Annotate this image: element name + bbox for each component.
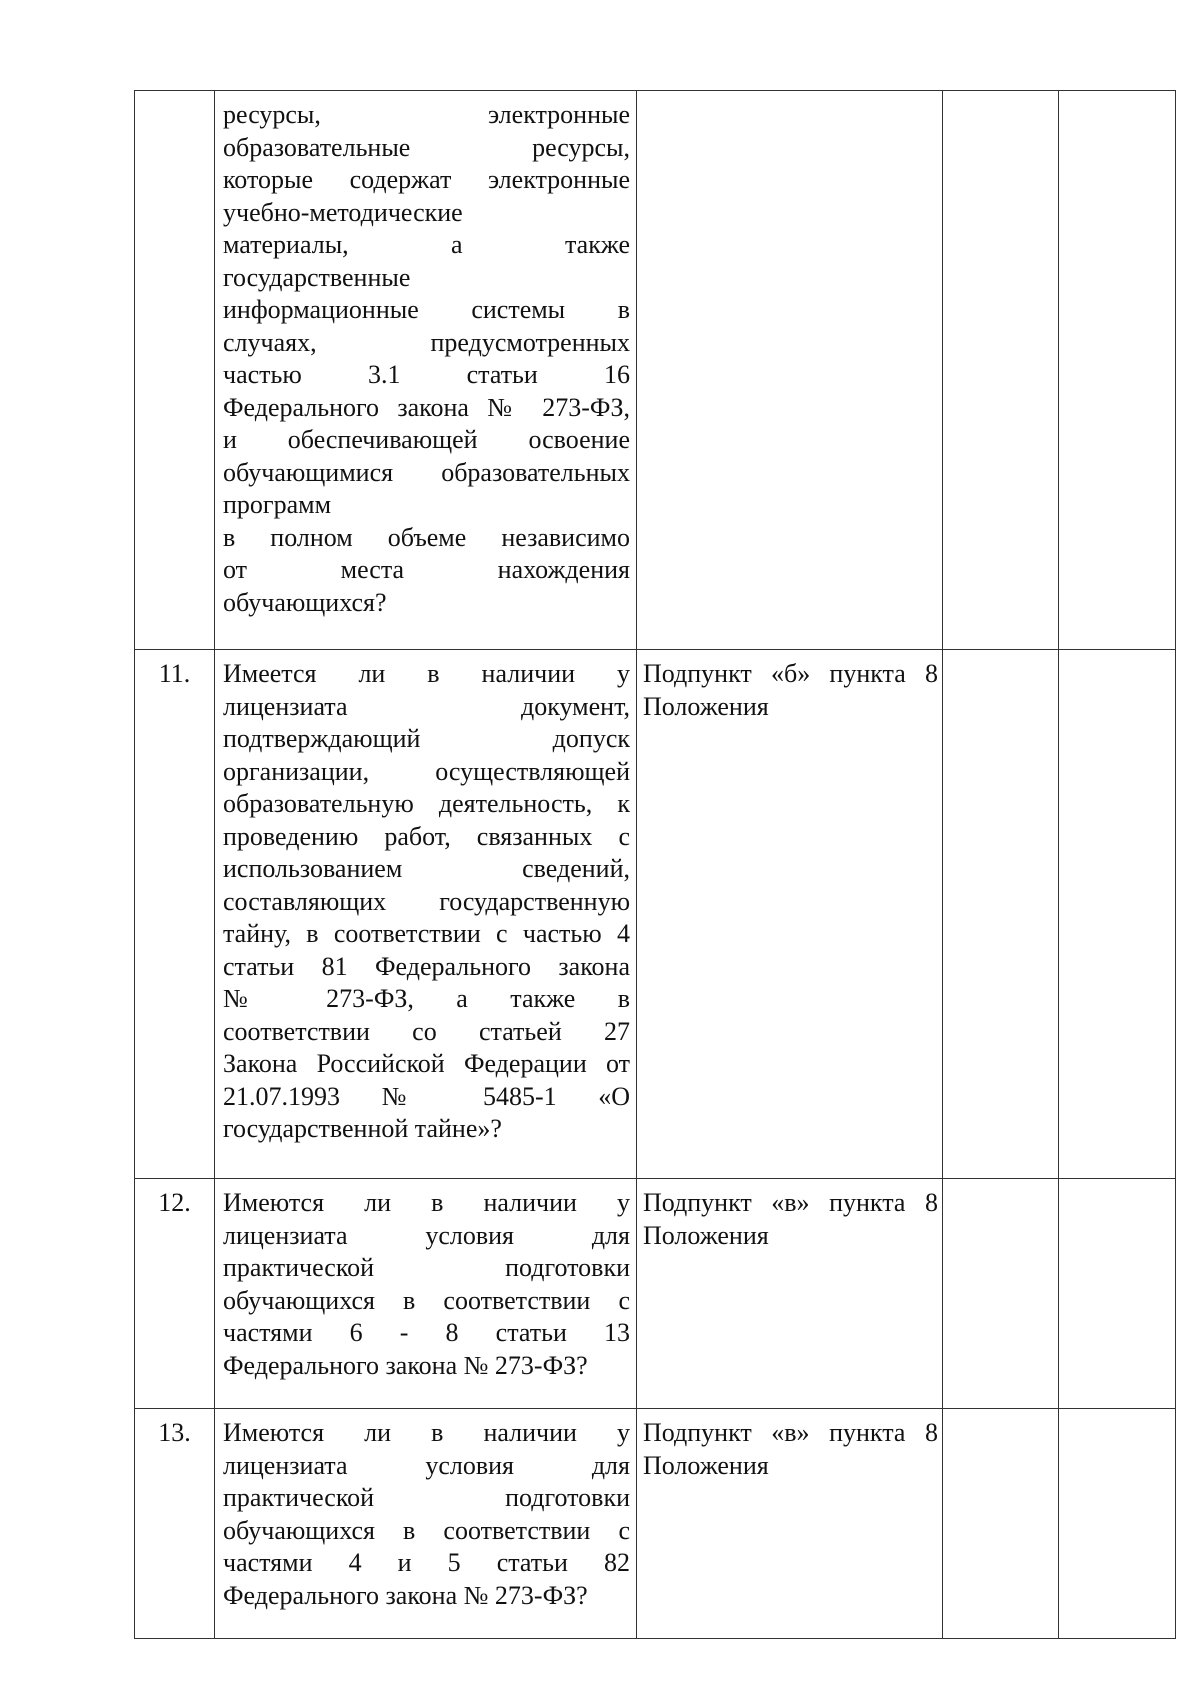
- checklist-table-body: [135, 91, 1176, 1639]
- question-text-line: использованием сведений,: [223, 854, 630, 883]
- answer-cell: [943, 1409, 1059, 1639]
- question-text-line: Федерального закона № 273-ФЗ,: [223, 392, 630, 422]
- question-text-line: № 273-ФЗ, а также в: [223, 984, 630, 1013]
- reference-cell: [637, 650, 943, 1179]
- row-number-cell: [135, 1409, 215, 1639]
- table-row: [135, 1409, 1176, 1639]
- table-row: [135, 91, 1176, 650]
- question-text-line: в полном объеме независимо: [223, 522, 630, 552]
- question-text-line: Имеются ли в наличии у: [223, 1188, 630, 1217]
- question-text-line: государственной тайне»?: [223, 1114, 502, 1143]
- reference-text-line: Положения: [643, 691, 769, 721]
- question-cell: [215, 1179, 637, 1409]
- reference-text-line: Подпункт «в» пункта 8: [643, 1188, 938, 1217]
- reference-text-line: Положения: [643, 1220, 769, 1250]
- question-text-line: Имеется ли в наличии у: [223, 659, 630, 688]
- question-text-line: Федерального закона № 273-ФЗ?: [223, 1350, 588, 1380]
- note-cell: [1059, 91, 1176, 650]
- question-cell: [215, 1409, 637, 1639]
- table-row: [135, 1179, 1176, 1409]
- reference-cell: [637, 91, 943, 650]
- question-text-line: составляющих государственную: [223, 886, 630, 916]
- question-text-line: обучающихся в соответствии с: [223, 1515, 630, 1545]
- question-text-line: практической подготовки: [223, 1483, 630, 1512]
- question-text-line: частью 3.1 статьи 16: [223, 360, 630, 389]
- question-text-line: лицензиата условия для: [223, 1450, 630, 1480]
- row-number-cell: [135, 650, 215, 1179]
- question-text-line: частями 6 - 8 статьи 13: [223, 1318, 630, 1347]
- question-text-line: соответствии со статьей 27: [223, 1016, 630, 1046]
- question-text-line: обучающихся?: [223, 587, 387, 617]
- note-cell: [1059, 650, 1176, 1179]
- question-text-line: учебно-методические: [223, 197, 463, 227]
- question-text-line: случаях, предусмотренных: [223, 327, 630, 357]
- reference-cell: [637, 1409, 943, 1639]
- question-text-line: практической подготовки: [223, 1253, 630, 1282]
- question-text-line: информационные системы в: [223, 295, 630, 324]
- question-text-line: от места нахождения: [223, 555, 630, 584]
- question-text-line: частями 4 и 5 статьи 82: [223, 1548, 630, 1577]
- row-number-cell: [135, 1179, 215, 1409]
- question-text-line: организации, осуществляющей: [223, 756, 630, 786]
- question-text-line: 21.07.1993 № 5485-1 «О: [223, 1081, 630, 1111]
- question-text-line: обучающимися образовательных: [223, 457, 630, 487]
- question-text-line: лицензиата документ,: [223, 691, 630, 721]
- reference-text-line: Подпункт «в» пункта 8: [643, 1418, 938, 1447]
- table-row: [135, 650, 1176, 1179]
- question-text-line: Закона Российской Федерации от: [223, 1049, 630, 1078]
- question-text-line: Имеются ли в наличии у: [223, 1418, 630, 1447]
- question-text-line: которые содержат электронные: [223, 165, 630, 194]
- question-text-line: программ: [223, 490, 332, 519]
- answer-cell: [943, 650, 1059, 1179]
- question-text-line: подтверждающий допуск: [223, 724, 630, 753]
- row-number: 13.: [158, 1418, 191, 1447]
- row-number: 11.: [158, 659, 191, 688]
- question-cell: [215, 91, 637, 650]
- question-text-line: проведению работ, связанных с: [223, 821, 630, 851]
- note-cell: [1059, 1409, 1176, 1639]
- question-text-line: образовательные ресурсы,: [223, 132, 630, 162]
- answer-cell: [943, 91, 1059, 650]
- row-number: 12.: [158, 1188, 191, 1217]
- question-cell: [215, 650, 637, 1179]
- question-text-line: государственные: [223, 262, 411, 292]
- question-text-line: материалы, а также: [223, 230, 630, 259]
- question-text-line: обучающихся в соответствии с: [223, 1285, 630, 1315]
- answer-cell: [943, 1179, 1059, 1409]
- question-text-line: лицензиата условия для: [223, 1220, 630, 1250]
- question-text-line: статьи 81 Федерального закона: [223, 951, 630, 981]
- reference-text-line: Положения: [643, 1450, 769, 1480]
- question-text-line: тайну, в соответствии с частью 4: [223, 919, 630, 948]
- question-text-line: образовательную деятельность, к: [223, 789, 630, 818]
- reference-cell: [637, 1179, 943, 1409]
- question-text-line: ресурсы, электронные: [223, 100, 630, 129]
- question-text-line: и обеспечивающей освоение: [223, 425, 630, 454]
- row-number-cell: [135, 91, 215, 650]
- checklist-table: [134, 90, 1176, 1639]
- reference-text-line: Подпункт «б» пункта 8: [643, 659, 938, 688]
- note-cell: [1059, 1179, 1176, 1409]
- question-text-line: Федерального закона № 273-ФЗ?: [223, 1580, 588, 1610]
